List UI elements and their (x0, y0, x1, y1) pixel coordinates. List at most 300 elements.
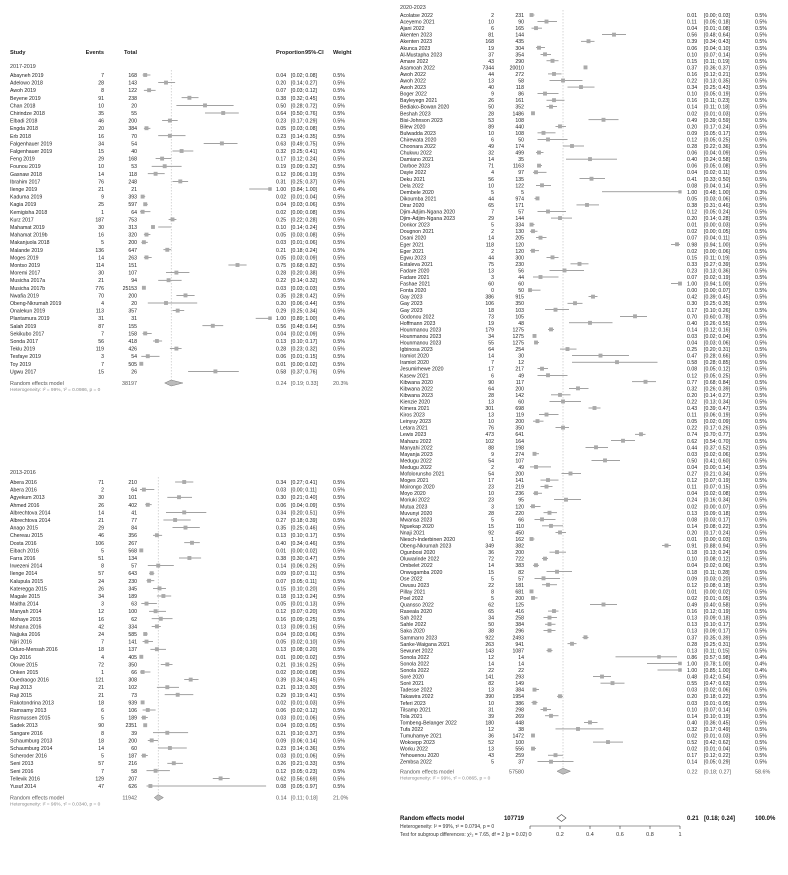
study-events: 14 (488, 563, 494, 570)
study-total: 30 (518, 353, 524, 360)
study-name: Worku 2022 (400, 746, 428, 753)
study-proportion: 0.02 (276, 700, 287, 707)
study-name: Abera 2016 (10, 480, 37, 486)
study-name: Gasnaw 2018 (10, 171, 43, 178)
study-weight: 0.5% (333, 639, 345, 646)
study-weight: 0.5% (333, 133, 345, 140)
study-total: 137 (128, 647, 137, 654)
study-events: 34 (488, 615, 494, 622)
study-name: Wokoepp 2023 (400, 740, 435, 747)
summary-label: Random effects model (10, 795, 64, 802)
study-events: 1 (101, 670, 104, 676)
study-name: Amare 2022 (400, 58, 429, 65)
study-point (180, 149, 184, 153)
study-ci: [0.17; 0.26] (704, 425, 730, 432)
study-proportion: 0.12 (687, 373, 698, 380)
study-events: 7 (491, 209, 494, 216)
study-events: 4 (101, 301, 104, 307)
study-weight: 0.5% (333, 156, 345, 163)
study-events: 10 (488, 700, 494, 707)
study-events: 5 (101, 548, 104, 555)
study-weight: 0.5% (755, 641, 767, 648)
study-proportion: 0.32 (687, 726, 698, 733)
study-ci: [0.14; 0.28] (704, 216, 730, 223)
study-total: 647 (128, 247, 137, 254)
study-ci: [0.00; 0.06] (704, 248, 730, 255)
study-weight: 0.5% (755, 196, 767, 203)
study-events: 21 (98, 685, 104, 692)
study-name: Olowe 2015 (10, 662, 38, 669)
study-total: 248 (128, 179, 137, 186)
study-total: 200 (515, 550, 524, 557)
x-tick-label: 0.4 (586, 832, 594, 838)
study-proportion: 0.02 (687, 595, 698, 602)
study-point (602, 118, 606, 122)
study-name: Kemigisha 2018 (10, 209, 48, 216)
study-point (146, 503, 150, 507)
study-events: 113 (95, 308, 104, 315)
study-proportion: 0.32 (276, 149, 287, 155)
header-ci: 95%-CI (305, 50, 324, 56)
study-point (639, 432, 643, 436)
study-point (150, 571, 154, 575)
study-proportion: 0.28 (276, 270, 287, 277)
study-name: Dikoumba 2021 (400, 196, 437, 203)
study-total: 259 (515, 753, 524, 760)
study-name: Chereau 2015 (10, 533, 43, 540)
study-proportion: 0.55 (687, 681, 698, 688)
study-total: 57 (518, 209, 524, 216)
study-name: Najjuka 2016 (10, 632, 41, 638)
study-proportion: 0.22 (276, 278, 287, 285)
study-proportion: 0.39 (276, 677, 287, 684)
study-name: Soré 2020 (400, 674, 424, 681)
study-weight: 0.5% (755, 550, 767, 557)
study-events: 53 (488, 117, 494, 124)
study-total: 168 (128, 156, 137, 163)
study-point (531, 747, 535, 751)
study-total: 135 (515, 176, 524, 183)
study-proportion: 0.35 (276, 525, 287, 532)
study-name: Kibwana 2020 (400, 379, 433, 386)
study-ci: [0.04; 0.11] (704, 235, 730, 242)
study-ci: [0.02; 0.12] (291, 708, 317, 714)
study-ci: [0.01; 0.06] (291, 753, 317, 760)
study-events: 14 (488, 353, 494, 360)
study-events: 12 (488, 654, 494, 661)
study-events: 17 (488, 366, 494, 373)
study-total: 50 (518, 288, 524, 295)
study-total: 274 (515, 451, 524, 458)
study-ci: [0.14; 0.27] (291, 80, 317, 87)
study-point (537, 151, 541, 155)
study-name: Fashae 2021 (400, 281, 431, 288)
study-events: 30 (98, 225, 104, 231)
study-weight: 0.5% (755, 700, 767, 707)
study-weight: 0.5% (755, 386, 767, 393)
study-weight: 0.5% (755, 720, 767, 727)
study-name: Sahle 2022 (400, 622, 427, 629)
study-total: 200 (128, 293, 137, 300)
study-weight: 0.5% (333, 263, 345, 269)
study-name: Magale 2015 (10, 594, 40, 600)
study-weight: 0.5% (755, 248, 767, 255)
study-proportion: 0.07 (687, 235, 698, 242)
study-point (552, 72, 556, 76)
study-weight: 0.5% (755, 438, 767, 445)
study-total: 254 (515, 347, 524, 354)
study-events: 13 (488, 412, 494, 419)
study-total: 22 (518, 668, 524, 674)
study-proportion: 0.14 (687, 104, 698, 111)
study-proportion: 0.04 (276, 73, 287, 79)
study-ci: [0.06; 0.44] (291, 301, 317, 307)
study-proportion: 0.31 (276, 179, 287, 186)
study-weight: 0.5% (755, 681, 767, 688)
study-total: 352 (515, 104, 524, 111)
study-events: 14 (488, 235, 494, 242)
study-ci: [0.05; 0.12] (704, 366, 730, 373)
study-events: 390 (485, 694, 494, 701)
study-weight: 0.5% (755, 222, 767, 229)
study-name: Hounmanou 2023 (400, 333, 442, 340)
study-events: 3 (101, 601, 104, 608)
study-total: 171 (515, 202, 524, 209)
study-events: 34 (98, 594, 104, 600)
study-total: 304 (515, 45, 524, 52)
study-proportion: 0.20 (687, 694, 698, 701)
study-events: 2 (491, 464, 494, 471)
study-weight: 0.4% (755, 661, 767, 668)
study-ci: [0.05; 0.18] (704, 19, 730, 26)
study-ci: [0.10; 0.20] (291, 586, 317, 593)
study-events: 10 (98, 164, 104, 171)
study-events: 25 (98, 202, 104, 209)
study-events: 7 (101, 639, 104, 646)
study-ci: [0.20; 0.51] (291, 510, 317, 517)
study-point (167, 278, 171, 282)
study-point (534, 563, 538, 567)
study-events: 15 (488, 523, 494, 530)
study-point (587, 39, 591, 43)
study-ci: [0.78; 1.00] (704, 661, 730, 668)
study-point (268, 187, 272, 191)
study-weight: 0.5% (755, 497, 767, 504)
study-events: 24 (98, 578, 104, 585)
study-events: 3 (491, 275, 494, 281)
study-ci: [0.94; 1.00] (704, 281, 730, 288)
study-weight: 0.5% (755, 759, 767, 766)
study-total: 151 (128, 263, 137, 269)
study-proportion: 0.19 (276, 164, 287, 171)
study-name: Musicha 2017a (10, 278, 46, 285)
study-proportion: 0.05 (687, 196, 698, 203)
study-weight: 0.5% (333, 761, 345, 768)
study-name: Elbadi 2018 (10, 118, 38, 125)
study-weight: 0.5% (755, 687, 767, 694)
study-total: 200 (515, 386, 524, 393)
study-name: Zembsa 2022 (400, 759, 432, 766)
study-events: 16 (98, 133, 104, 140)
study-weight: 0.5% (755, 510, 767, 517)
study-name: Mshana 2016 (10, 624, 42, 631)
study-events: 349 (485, 543, 494, 550)
study-proportion: 0.35 (276, 293, 287, 300)
study-total: 120 (515, 248, 524, 255)
study-weight: 0.5% (333, 95, 345, 102)
study-point (600, 675, 604, 679)
study-point (534, 491, 538, 495)
study-ci: [0.03; 0.05] (291, 723, 317, 730)
study-point (549, 524, 553, 528)
study-name: Ombelet 2022 (400, 563, 433, 570)
study-point (530, 537, 534, 541)
study-ci: [0.02; 0.08] (704, 491, 730, 498)
study-proportion: 0.18 (276, 594, 287, 600)
study-events: 24 (98, 632, 104, 638)
study-proportion: 0.05 (276, 232, 287, 239)
study-events: 81 (488, 32, 494, 39)
study-total: 350 (515, 425, 524, 432)
study-proportion: 0.14 (687, 327, 698, 334)
study-events: 102 (485, 438, 494, 445)
study-weight: 0.5% (333, 616, 345, 623)
study-point (142, 716, 146, 720)
study-proportion: 0.05 (276, 126, 287, 133)
study-weight: 0.5% (755, 406, 767, 412)
study-point (143, 632, 147, 636)
study-weight: 0.5% (755, 26, 767, 33)
study-point (146, 354, 150, 358)
study-ci: [0.13; 0.36] (704, 268, 730, 275)
study-ci: [0.04; 0.09] (704, 150, 730, 157)
study-ci: [0.11; 0.19] (704, 58, 730, 65)
study-weight: 0.5% (333, 495, 345, 502)
study-ci: [0.00; 0.08] (291, 670, 317, 676)
study-events: 8 (491, 589, 494, 596)
study-weight: 0.5% (333, 730, 345, 737)
study-total: 1486 (512, 111, 524, 118)
study-ci: [0.08; 0.18] (704, 582, 730, 589)
summary-weight: 58.6% (755, 769, 771, 776)
study-point (588, 157, 592, 161)
study-point (142, 240, 146, 244)
study-events: 1 (491, 537, 494, 543)
study-name: Bilew 2020 (400, 124, 426, 131)
summary-ci: [0.19; 0.33] (291, 381, 318, 387)
study-proportion: 0.49 (687, 117, 698, 124)
study-events: 10 (98, 103, 104, 110)
study-point (147, 579, 151, 583)
study-point (657, 655, 661, 659)
study-name: Awoh 2019 (10, 88, 36, 95)
study-events: 15 (488, 569, 494, 576)
study-weight: 0.5% (333, 149, 345, 155)
study-ci: [0.02; 0.04] (704, 333, 730, 340)
study-total: 48 (518, 320, 524, 327)
study-proportion: 0.02 (687, 248, 698, 255)
study-weight: 0.5% (755, 347, 767, 354)
study-total: 14 (518, 654, 524, 661)
study-events: 263 (485, 641, 494, 648)
study-name: Mohaye 2015 (10, 616, 42, 623)
study-total: 101 (128, 495, 137, 502)
study-total: 681 (515, 589, 524, 596)
study-ci: [0.34; 0.43] (704, 39, 730, 46)
study-proportion: 1.00 (276, 316, 287, 323)
study-name: Bayleyegn 2021 (400, 98, 438, 105)
study-weight: 0.5% (755, 157, 767, 164)
study-ci: [0.05; 0.11] (291, 578, 317, 585)
study-total: 915 (515, 294, 524, 301)
study-proportion: 0.26 (276, 761, 287, 768)
study-point (145, 255, 149, 259)
study-name: Moyo 2020 (400, 491, 426, 498)
study-events: 7344 (482, 65, 494, 72)
study-proportion: 0.13 (687, 648, 698, 655)
study-proportion: 0.09 (276, 571, 287, 578)
study-events: 29 (98, 156, 104, 163)
study-weight: 0.5% (755, 530, 767, 537)
study-ci: [0.35; 0.39] (704, 635, 730, 642)
study-name: Godonou 2022 (400, 314, 435, 321)
study-proportion: 0.20 (276, 301, 287, 307)
study-proportion: 0.06 (276, 502, 287, 509)
study-ci: [0.37; 0.76] (291, 369, 317, 376)
study-point (174, 347, 178, 351)
study-proportion: 0.07 (687, 275, 698, 281)
study-events: 14 (98, 746, 104, 752)
study-ci: [0.01; 0.06] (291, 240, 317, 247)
study-weight: 0.5% (755, 491, 767, 498)
study-name: Choonara 2022 (400, 144, 436, 150)
study-total: 626 (128, 784, 137, 790)
study-events: 17 (488, 478, 494, 485)
study-weight: 0.5% (333, 323, 345, 330)
study-point (142, 286, 146, 290)
study-total: 207 (128, 776, 137, 783)
study-weight: 0.5% (755, 517, 767, 524)
study-proportion: 0.43 (687, 406, 698, 412)
study-events: 30 (98, 495, 104, 502)
study-point (145, 640, 149, 644)
study-name: Malande 2019 (10, 247, 43, 254)
study-weight: 0.5% (333, 141, 345, 148)
study-total: 1275 (512, 333, 524, 340)
study-name: Engda 2018 (10, 126, 38, 133)
study-ci: [0.17; 0.24] (704, 530, 730, 537)
study-name: Schaumburg 2013 (10, 738, 53, 745)
study-ci: [0.25; 0.37] (291, 179, 317, 186)
study-total: 86 (518, 91, 524, 98)
study-point (549, 105, 553, 109)
study-ci: [0.26; 0.55] (704, 320, 730, 327)
study-weight: 0.5% (755, 478, 767, 485)
study-point (606, 740, 610, 744)
study-name: Seni 2013 (10, 761, 34, 768)
study-weight: 0.5% (755, 569, 767, 576)
study-ci: [0.01; 0.03] (291, 700, 317, 707)
study-total: 200 (128, 240, 137, 247)
study-ci: [0.37; 0.52] (704, 445, 730, 452)
study-name: Mahamat 2019b (10, 232, 48, 239)
study-name: Ogunbosi 2020 (400, 550, 436, 557)
study-ci: [0.06; 0.19] (704, 412, 730, 419)
study-point (143, 723, 147, 727)
study-proportion: 0.10 (687, 556, 698, 563)
study-weight: 0.5% (333, 662, 345, 669)
study-name: Darboe 2023 (400, 163, 430, 170)
study-events: 4 (101, 654, 104, 661)
study-weight: 0.5% (755, 288, 767, 295)
study-proportion: 0.01 (687, 589, 698, 596)
study-proportion: 0.10 (687, 52, 698, 59)
study-weight: 0.5% (755, 399, 767, 406)
study-events: 50 (488, 104, 494, 111)
study-ci: [0.20; 0.31] (704, 347, 730, 354)
study-ci: [0.40; 0.58] (704, 602, 730, 609)
study-ci: [0.28; 0.66] (704, 353, 730, 360)
study-total: 20010 (509, 65, 524, 72)
study-total: 418 (128, 339, 137, 345)
study-proportion: 0.10 (687, 707, 698, 714)
study-name: Al-Mustapha 2023 (400, 52, 443, 59)
study-ci: [0.23; 0.32] (291, 346, 317, 353)
study-proportion: 0.13 (276, 624, 287, 631)
study-weight: 0.5% (333, 609, 345, 616)
study-point (558, 216, 562, 220)
study-name: Kurz 2017 (10, 217, 34, 224)
study-events: 28 (488, 510, 494, 517)
study-point (177, 495, 181, 499)
study-point (678, 662, 682, 666)
study-total: 26 (131, 369, 137, 376)
study-total: 119 (515, 412, 524, 419)
study-proportion: 0.01 (687, 222, 698, 229)
study-total: 105 (515, 314, 524, 321)
study-events: 119 (95, 346, 104, 353)
study-proportion: 0.48 (687, 674, 698, 681)
study-ci: [0.12; 0.22] (704, 753, 730, 760)
study-total: 405 (128, 654, 137, 661)
study-ci: [0.17; 0.24] (704, 124, 730, 131)
study-ci: [0.05; 0.29] (704, 759, 730, 766)
study-point (268, 316, 272, 320)
study-weight: 0.5% (755, 124, 767, 131)
study-proportion: 0.27 (687, 471, 698, 478)
study-point (602, 603, 606, 607)
study-proportion: 0.14 (687, 759, 698, 766)
study-name: Ibrahim 2017 (10, 179, 41, 186)
study-name: Oduro-Mensah 2016 (10, 647, 58, 654)
study-total: 95 (518, 497, 524, 504)
study-proportion: 0.63 (276, 141, 287, 148)
study-events: 2 (491, 248, 494, 255)
study-ci: [0.13; 0.34] (704, 399, 730, 406)
study-events: 21 (98, 187, 104, 193)
study-point (584, 635, 588, 639)
study-ci: [0.39; 0.59] (704, 117, 730, 124)
study-ci: [0.41; 0.60] (704, 458, 730, 465)
study-name: Ojo 2016 (10, 654, 32, 661)
study-events: 39 (488, 713, 494, 720)
study-total: 722 (515, 556, 524, 563)
study-ci: [0.10; 0.37] (291, 730, 317, 737)
study-point (576, 727, 580, 731)
study-point (221, 111, 225, 115)
study-point (531, 596, 535, 600)
study-name: Sah 2022 (400, 615, 423, 622)
